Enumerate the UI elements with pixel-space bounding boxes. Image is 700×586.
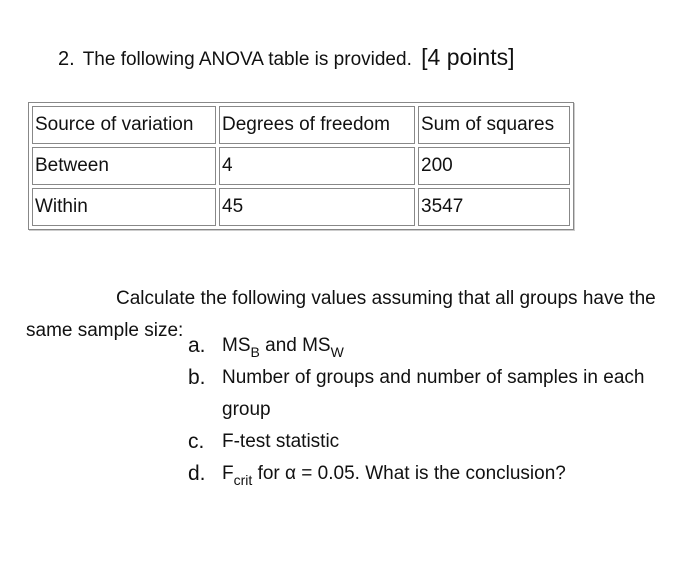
question-heading xyxy=(58,44,514,71)
question-text: The following ANOVA table is provided. xyxy=(82,49,412,70)
question-points: [4 points] xyxy=(421,44,515,70)
header-ss: Sum of squares xyxy=(418,106,570,144)
table-row xyxy=(32,147,570,185)
list-item xyxy=(188,330,652,362)
table-header-row xyxy=(32,106,570,144)
item-text: Number of groups and number of samples in each group xyxy=(222,367,645,420)
table-row xyxy=(32,188,570,226)
item-text: for α = 0.05. What is the conclusion? xyxy=(257,463,566,484)
header-source: Source of variation xyxy=(32,106,216,144)
ms-w-subscript: W xyxy=(330,344,344,360)
instructions-text: Calculate the following values assuming that all groups have the same sample size: xyxy=(26,288,656,341)
f-crit-subscript: crit xyxy=(233,472,253,488)
item-letter: a. xyxy=(188,334,206,357)
ms-b-subscript: B xyxy=(250,344,260,360)
item-text: F-test statistic xyxy=(222,431,340,452)
question-number: 2. xyxy=(58,48,75,70)
ms-label: MS xyxy=(222,335,251,356)
f-label: F xyxy=(222,463,234,484)
cell-df: 45 xyxy=(219,188,415,226)
cell-source: Within xyxy=(32,188,216,226)
header-df: Degrees of freedom xyxy=(219,106,415,144)
list-item xyxy=(188,426,652,458)
list-item xyxy=(188,458,652,490)
cell-df: 4 xyxy=(219,147,415,185)
cell-ss: 3547 xyxy=(418,188,570,226)
sub-question-list xyxy=(188,330,652,490)
item-letter: c. xyxy=(188,430,205,453)
cell-source: Between xyxy=(32,147,216,185)
item-letter: b. xyxy=(188,366,206,389)
cell-ss: 200 xyxy=(418,147,570,185)
list-item xyxy=(188,362,652,426)
anova-table xyxy=(28,102,574,230)
item-letter: d. xyxy=(188,462,206,485)
ms-w-label: and MS xyxy=(265,335,331,356)
